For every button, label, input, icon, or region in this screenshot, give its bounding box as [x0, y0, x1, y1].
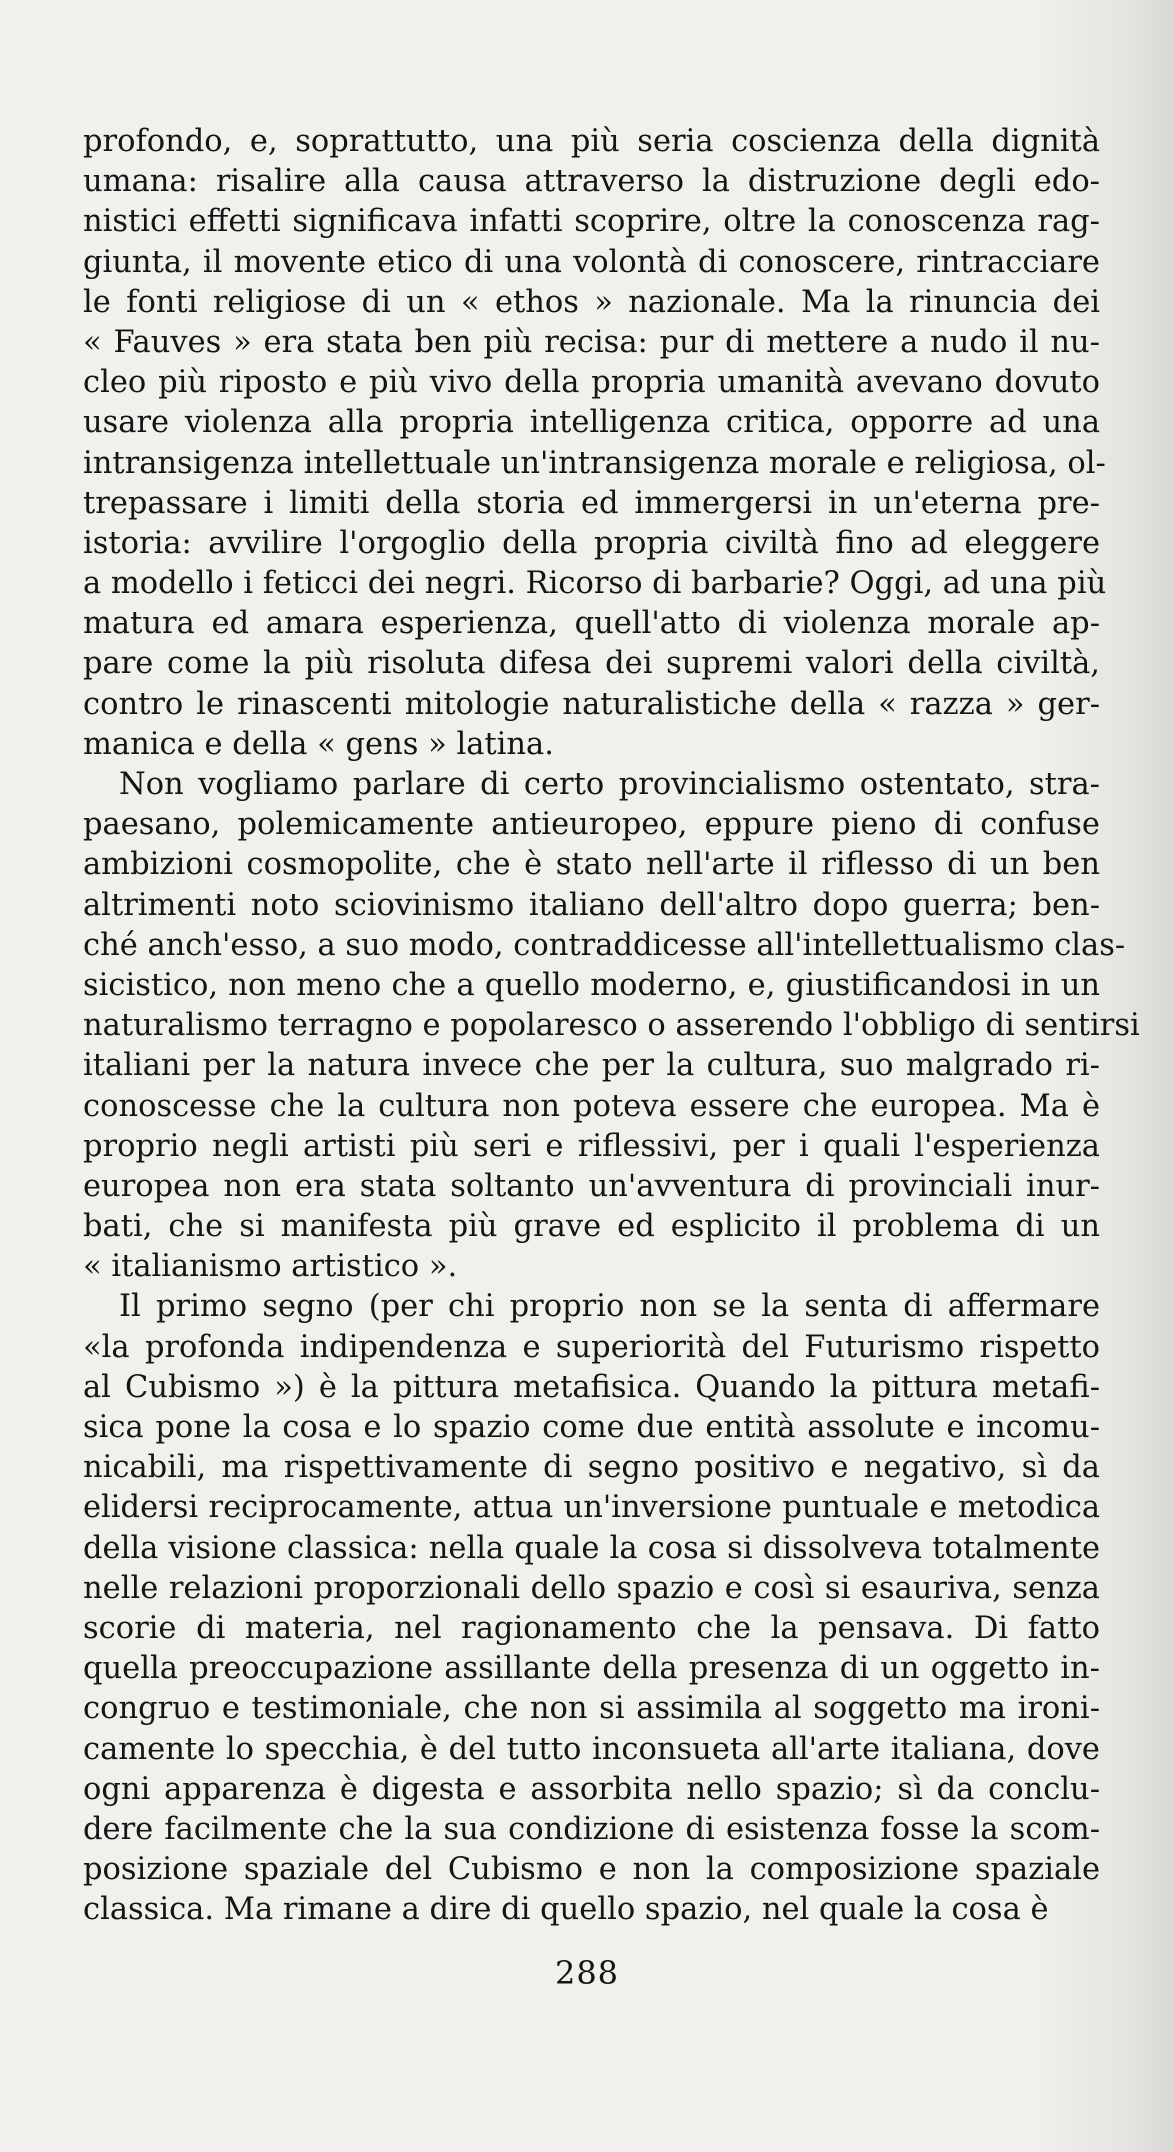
- text-line: umana: risalire alla causa attraverso la distruzione degli edo-: [83, 164, 1100, 200]
- paragraph: [83, 765, 1140, 1287]
- paragraph: [83, 1287, 1100, 1930]
- text-line: ambizioni cosmopolite, che è stato nell'arte il riflesso di un ben: [83, 847, 1100, 883]
- text-line: della visione classica: nella quale la cosa si dissolveva totalmente: [83, 1530, 1100, 1566]
- text-line: classica. Ma rimane a dire di quello spazio, nel quale la cosa è: [83, 1892, 1049, 1928]
- text-line: elidersi reciprocamente, attua un'inversione puntuale e metodica: [83, 1490, 1100, 1526]
- text-line: contro le rinascenti mitologie naturalistiche della « razza » ger-: [83, 686, 1100, 722]
- text-line: ogni apparenza è digesta e assorbita nello spazio; sì da conclu-: [83, 1771, 1100, 1807]
- text-line: intransigenza intellettuale un'intransigenza morale e religiosa, ol-: [83, 445, 1106, 481]
- text-line: nelle relazioni proporzionali dello spazio e così si esauriva, senza: [83, 1570, 1100, 1606]
- text-line: posizione spaziale del Cubismo e non la composizione spaziale: [83, 1852, 1100, 1888]
- text-line: bati, che si manifesta più grave ed esplicito il problema di un: [83, 1209, 1100, 1245]
- text-line: congruo e testimoniale, che non si assimila al soggetto ma ironi-: [83, 1691, 1100, 1727]
- text-line: europea non era stata soltanto un'avventura di provinciali inur-: [83, 1168, 1100, 1204]
- text-line: sicistico, non meno che a quello moderno, e, giustificandosi in un: [83, 967, 1100, 1003]
- text-line: quella preoccupazione assillante della presenza di un oggetto in-: [83, 1651, 1100, 1687]
- page-number: 288: [554, 1954, 620, 1992]
- text-line: pare come la più risoluta difesa dei supremi valori della civiltà,: [83, 646, 1100, 682]
- paragraph: [83, 122, 1107, 765]
- text-line: Il primo segno (per chi proprio non se la senta di affermare: [119, 1289, 1100, 1325]
- text-line: usare violenza alla propria intelligenza critica, opporre ad una: [83, 405, 1100, 441]
- text-line: a modello i feticci dei negri. Ricorso di barbarie? Oggi, ad una più: [83, 566, 1107, 602]
- text-line: istoria: avvilire l'orgoglio della propria civiltà fino ad eleggere: [83, 525, 1100, 561]
- text-line: Non vogliamo parlare di certo provincialismo ostentato, stra-: [119, 767, 1100, 802]
- text-line: proprio negli artisti più seri e riflessivi, per i quali l'esperienza: [83, 1128, 1100, 1164]
- text-line: scorie di materia, nel ragionamento che la pensava. Di fatto: [83, 1610, 1100, 1646]
- text-line: matura ed amara esperienza, quell'atto di violenza morale ap-: [83, 606, 1100, 642]
- text-line: ché anch'esso, a suo modo, contraddicesse all'intellettualismo clas-: [83, 927, 1126, 963]
- text-line: le fonti religiose di un « ethos » nazionale. Ma la rinuncia dei: [83, 284, 1100, 320]
- text-line: « Fauves » era stata ben più recisa: pur di mettere a nudo il nu-: [83, 324, 1100, 360]
- text-line: al Cubismo ») è la pittura metafisica. Quando la pittura metafi-: [83, 1369, 1100, 1405]
- text-line: nicabili, ma rispettivamente di segno positivo e negativo, sì da: [83, 1450, 1100, 1486]
- text-line: dere facilmente che la sua condizione di esistenza fosse la scom-: [83, 1811, 1100, 1847]
- text-line: giunta, il movente etico di una volontà di conoscere, rintracciare: [83, 244, 1100, 280]
- text-line: paesano, polemicamente antieuropeo, eppure pieno di confuse: [83, 807, 1100, 843]
- text-line: sica pone la cosa e lo spazio come due entità assolute e incomu-: [83, 1410, 1100, 1445]
- text-line: conoscesse che la cultura non poteva essere che europea. Ma è: [83, 1088, 1100, 1124]
- body-text: [83, 122, 1140, 1930]
- text-line: altrimenti noto sciovinismo italiano dell'altro dopo guerra; ben-: [83, 887, 1100, 923]
- text-line: cleo più riposto e più vivo della propria umanità avevano dovuto: [83, 365, 1100, 401]
- text-line: trepassare i limiti della storia ed immergersi in un'eterna pre-: [83, 485, 1100, 521]
- text-line: «la profonda indipendenza e superiorità del Futurismo rispetto: [83, 1329, 1100, 1365]
- text-line: italiani per la natura invece che per la cultura, suo malgrado ri-: [83, 1048, 1100, 1084]
- text-line: profondo, e, soprattutto, una più seria coscienza della dignità: [83, 124, 1100, 159]
- text-line: nistici effetti significava infatti scoprire, oltre la conoscenza rag-: [83, 204, 1100, 240]
- text-line: « italianismo artistico ».: [83, 1249, 458, 1285]
- text-line: manica e della « gens » latina.: [83, 726, 554, 762]
- text-line: naturalismo terragno e popolaresco o asserendo l'obbligo di sentirsi: [83, 1008, 1140, 1044]
- text-line: camente lo specchia, è del tutto inconsueta all'arte italiana, dove: [83, 1731, 1100, 1767]
